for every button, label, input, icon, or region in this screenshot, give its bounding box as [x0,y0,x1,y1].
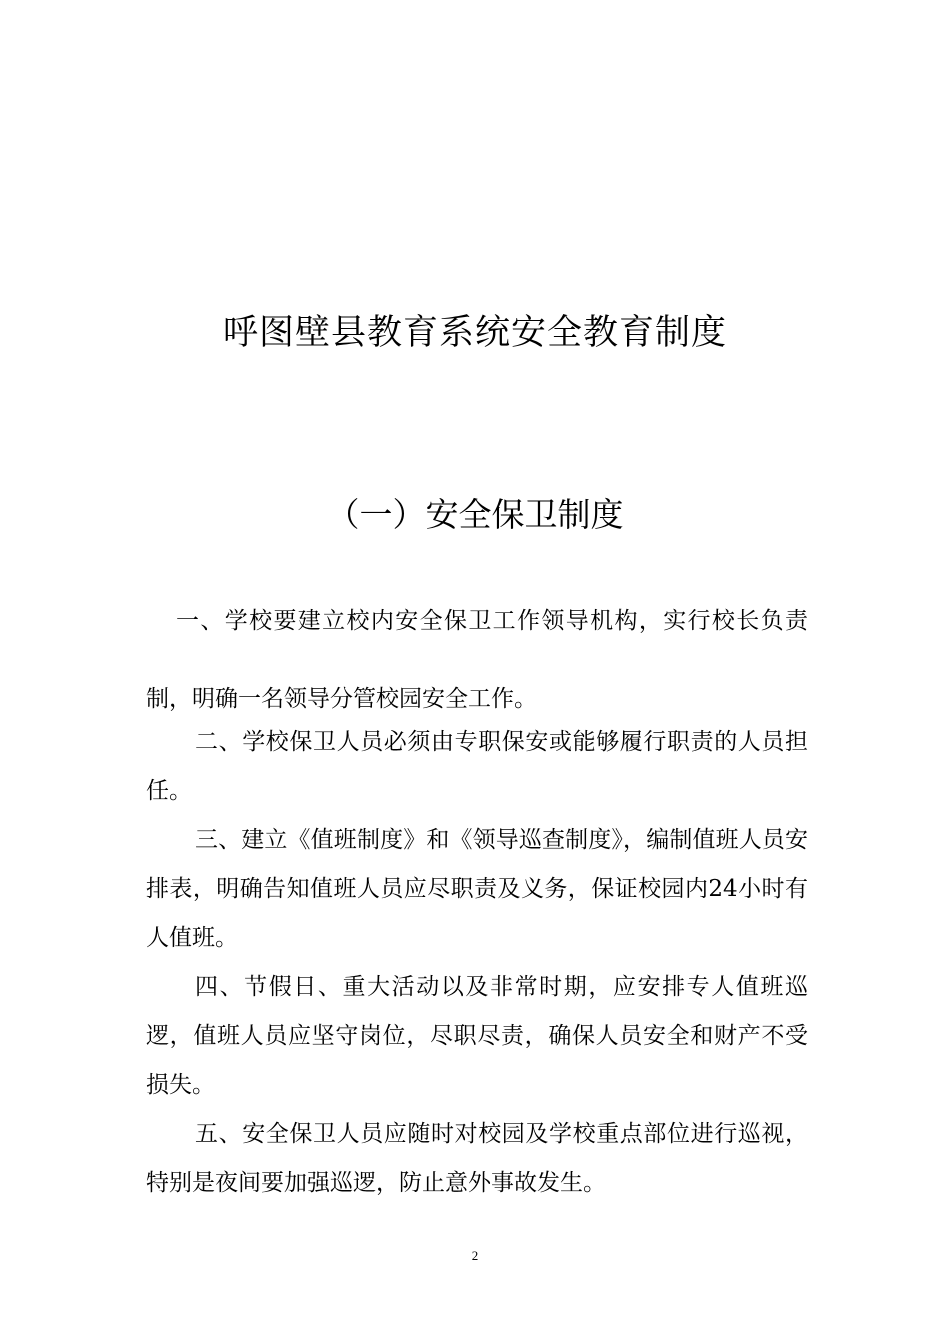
paragraph-3: 三、建立《值班制度》和《领导巡查制度》，编制值班人员安排表，明确告知值班人员应尽职责及义务，保证校园内24小时有人值班。 [146,827,808,951]
paragraph-1: 一、学校要建立校内安全保卫工作领导机构，实行校长负责制，明确一名领导分管校园安全工作。 [146,608,808,712]
document-title: 呼图壁县教育系统安全教育制度 [222,313,727,353]
paragraph-5: 五、安全保卫人员应随时对校园及学校重点部位进行巡视，特别是夜间要加强巡逻，防止意外事故发生。 [146,1121,808,1196]
section-title: （一）安全保卫制度 [326,495,624,534]
paragraph-2: 二、学校保卫人员必须由专职保安或能够履行职责的人员担任。 [146,729,808,804]
paragraph-4: 四、节假日、重大活动以及非常时期，应安排专人值班巡逻，值班人员应坚守岗位，尽职尽责，确保人员安全和财产不受损失。 [146,974,808,1098]
page-number: 2 [471,1248,479,1263]
